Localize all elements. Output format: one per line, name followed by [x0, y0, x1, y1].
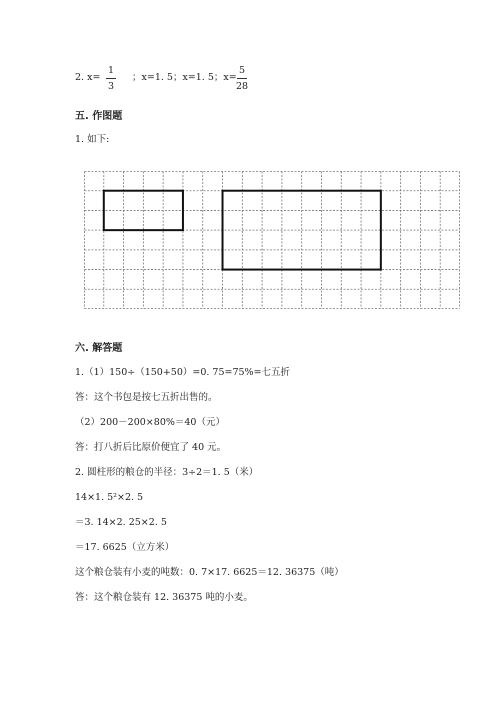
q2-prefix: 2. x=: [75, 72, 101, 83]
answer-line-6: 14×1. 5²×2. 5: [75, 492, 144, 503]
answer-line-8: ＝17. 6625（立方米）: [75, 542, 175, 553]
fraction-one-third: [106, 66, 116, 91]
answer-line-2: 答：这个书包是按七五折出售的。: [75, 392, 218, 403]
drawing-grid: [84, 171, 460, 309]
answer-line-5: 2. 圆柱形的粮仓的半径：3÷2＝1. 5（米）: [75, 467, 259, 478]
q2-middle: ；x=1. 5；x=1. 5；x=: [132, 72, 237, 83]
answer-line-9: 这个粮仓装有小麦的吨数：0. 7×17. 6625＝12. 36375（吨）: [75, 567, 344, 578]
section5-heading: 五. 作图题: [75, 111, 123, 122]
answer-line-10: 答：这个粮仓装有 12. 36375 吨的小麦。: [75, 592, 253, 603]
fraction-five-twentyeighths: [236, 66, 248, 91]
answer-line-3: （2）200－200×80%＝40（元）: [75, 417, 225, 428]
answer-line-7: ＝3. 14×2. 25×2. 5: [75, 517, 167, 528]
fraction-denominator: 28: [236, 80, 249, 92]
answer-line-4: 答：打八折后比原价便宜了 40 元。: [75, 442, 227, 453]
section5-item1: 1. 如下:: [75, 134, 110, 145]
fraction-denominator: 3: [108, 80, 115, 92]
fraction-numerator: 5: [237, 66, 247, 79]
section6-heading: 六. 解答题: [75, 343, 123, 354]
answer-line-1: 1.（1）150÷（150+50）=0. 75=75%=七五折: [75, 367, 291, 378]
fraction-numerator: 1: [106, 66, 116, 79]
